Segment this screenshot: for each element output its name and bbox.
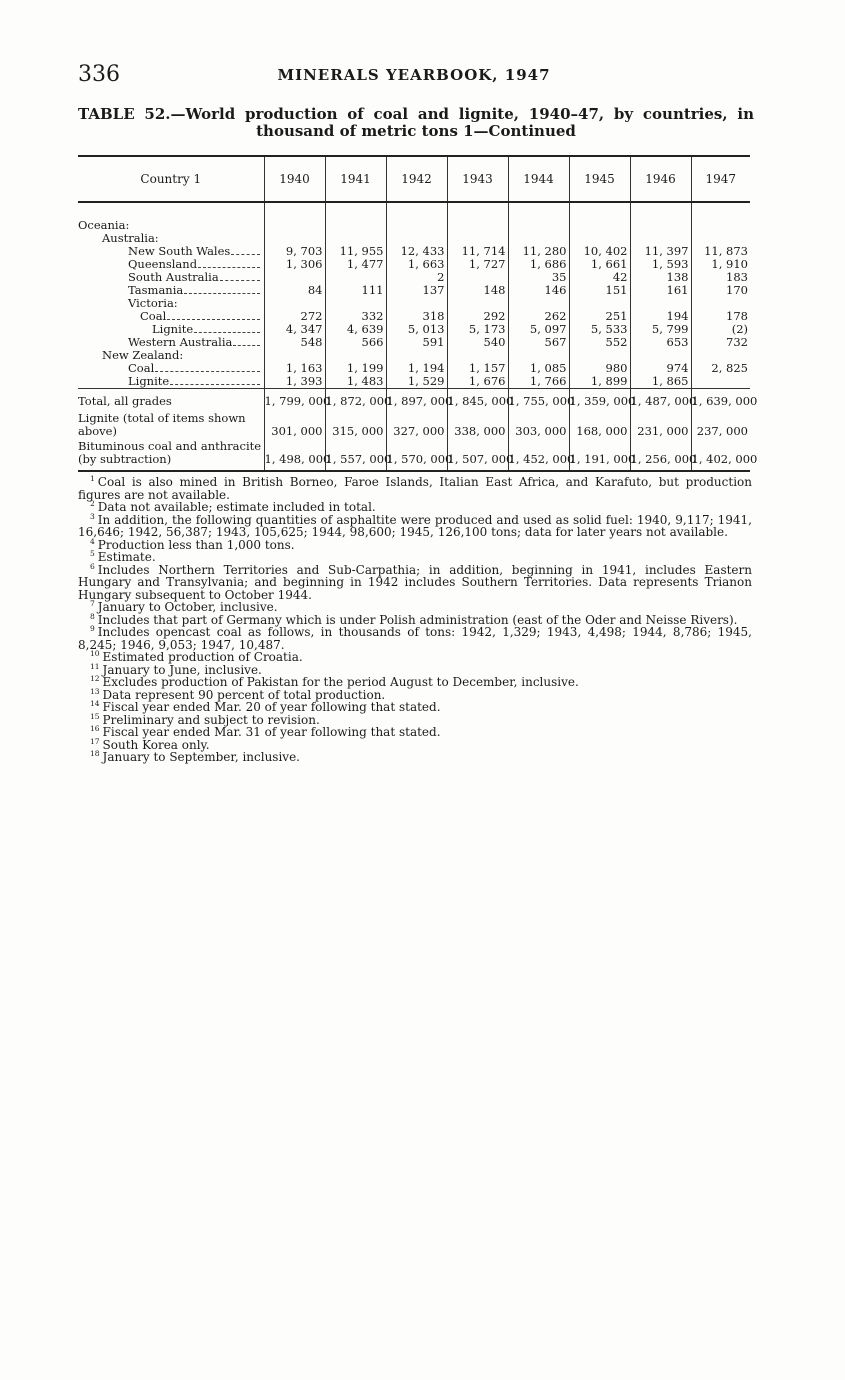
footnote-mark: 17: [90, 736, 100, 746]
footnote-text: Excludes production of Pakistan for the period August to December, inclusive.: [102, 675, 579, 689]
table-cell: 35: [508, 271, 569, 284]
footnote-mark: 6: [90, 561, 95, 571]
table-cell: [569, 219, 630, 232]
table-cell: 653: [630, 336, 691, 349]
column-header: 1941: [325, 156, 386, 202]
table-cell: 1, 157: [447, 362, 508, 375]
table-cell: 1, 256, 000: [630, 440, 691, 471]
table-cell: 5, 799: [630, 323, 691, 336]
table-cell: 151: [569, 284, 630, 297]
table-cell: [691, 375, 750, 389]
table-cell: 548: [264, 336, 325, 349]
footnote-mark: 12: [90, 674, 100, 683]
table-row: [78, 336, 750, 349]
table-caption-line-2: thousand of metric tons 1—Continued: [256, 122, 576, 140]
table-cell: 315, 000: [325, 412, 386, 440]
table-cell: 1, 755, 000: [508, 389, 569, 413]
table-cell: 1, 163: [264, 362, 325, 375]
table-cell: 111: [325, 284, 386, 297]
leader-dots: [167, 319, 259, 320]
table-cell: 327, 000: [386, 412, 447, 440]
row-label-cell: [78, 232, 264, 245]
table-cell: 10, 402: [569, 245, 630, 258]
table-cell: 732: [691, 336, 750, 349]
table-cell: [447, 219, 508, 232]
column-header: 1946: [630, 156, 691, 202]
footnote-mark: 16: [90, 724, 100, 733]
table-cell: 980: [569, 362, 630, 375]
table-cell: 138: [630, 271, 691, 284]
table-cell: [508, 219, 569, 232]
row-label: Lignite: [128, 375, 170, 388]
row-label-cell: [78, 349, 264, 362]
table-row: [78, 284, 750, 297]
table-caption-line-1: TABLE 52.—World production of coal and lignite, 1940–47, by countries, in: [78, 105, 754, 123]
leader-dots: [155, 371, 259, 372]
footnote: [78, 476, 752, 501]
row-label-cell: [78, 258, 264, 271]
row-label: Queensland: [128, 258, 198, 271]
table-cell: 161: [630, 284, 691, 297]
table-cell: 1, 194: [386, 362, 447, 375]
table-cell: 262: [508, 310, 569, 323]
leader-dots: [194, 332, 259, 333]
footnote-mark: 15: [90, 711, 100, 721]
table-cell: 1, 593: [630, 258, 691, 271]
table-cell: 1, 845, 000: [447, 389, 508, 413]
table-row: [78, 258, 750, 271]
table-cell: 1, 191, 000: [569, 440, 630, 471]
table-cell: [264, 219, 325, 232]
table-cell: 1, 199: [325, 362, 386, 375]
table-body: [78, 202, 758, 471]
table-cell: 4, 347: [264, 323, 325, 336]
footnote-mark: 10: [90, 649, 100, 658]
row-label-cell: [78, 362, 264, 375]
column-header: Country 1: [78, 156, 264, 202]
row-label: New Zealand:: [102, 349, 184, 362]
footnote-text: Production less than 1,000 tons.: [97, 537, 295, 552]
footnote-text: Estimate.: [97, 550, 156, 564]
table-cell: 12, 433: [386, 245, 447, 258]
row-label-cell: [78, 284, 264, 297]
table-cell: (2): [691, 323, 750, 336]
table-cell: 301, 000: [264, 412, 325, 440]
table-cell: 1, 872, 000: [325, 389, 386, 413]
footnotes: [78, 476, 752, 764]
footnote-text: Includes opencast coal as follows, in thousands of tons: 1942, 1,329; 1943, 4,498; 1944, 8,786; 1945, 8,245; 1946, 9,053; 1947, 10,487.: [78, 625, 752, 652]
footnote-mark: 4: [90, 536, 95, 546]
row-label-cell: [78, 323, 264, 336]
table-cell: 2: [386, 271, 447, 284]
row-label: New South Wales: [128, 245, 231, 258]
footnote-text: Coal is also mined in British Borneo, Faroe Islands, Italian East Africa, and Karafuto, but production figures are not available.: [78, 475, 752, 502]
table-cell: [386, 219, 447, 232]
table-row: [78, 375, 750, 389]
footnote-mark: 9: [90, 624, 95, 633]
table-cell: 146: [508, 284, 569, 297]
footnote: [78, 561, 752, 602]
footnote: [78, 626, 752, 651]
table-cell: 338, 000: [447, 412, 508, 440]
table-cell: 4, 639: [325, 323, 386, 336]
footnote-text: January to October, inclusive.: [97, 600, 278, 614]
table-cell: 11, 955: [325, 245, 386, 258]
footnote-text: Estimated production of Croatia.: [102, 650, 303, 664]
footnote-mark: 2: [90, 499, 95, 508]
table-cell: 231, 000: [630, 412, 691, 440]
row-label: Victoria:: [128, 297, 178, 310]
table-cell: 272: [264, 310, 325, 323]
table-caption: [78, 106, 754, 140]
table-cell: 5, 097: [508, 323, 569, 336]
table-cell: 1, 897, 000: [386, 389, 447, 413]
row-label-cell: [78, 219, 264, 232]
table-cell: 5, 173: [447, 323, 508, 336]
table-cell: 170: [691, 284, 750, 297]
row-label-cell: [78, 375, 264, 389]
leader-dots: [220, 280, 260, 281]
table-cell: 194: [630, 310, 691, 323]
table-cell: 1, 477: [325, 258, 386, 271]
footnote-text: Data represent 90 percent of total production.: [102, 687, 386, 702]
footnote-mark: 11: [90, 661, 100, 671]
table-cell: 591: [386, 336, 447, 349]
table-cell: [630, 219, 691, 232]
table-cell: 148: [447, 284, 508, 297]
table-cell: 1, 570, 000: [386, 440, 447, 471]
table-cell: 11, 280: [508, 245, 569, 258]
page-number: 336: [78, 62, 120, 87]
footnote-mark: 13: [90, 686, 100, 696]
leader-dots: [170, 384, 259, 385]
table-cell: 552: [569, 336, 630, 349]
row-label: Coal: [128, 362, 155, 375]
table-cell: 540: [447, 336, 508, 349]
footnote-text: January to September, inclusive.: [102, 750, 300, 764]
table-cell: 237, 000: [691, 412, 750, 440]
footnote-mark: 1: [90, 474, 95, 483]
footnote-text: Preliminary and subject to revision.: [102, 712, 320, 727]
table-cell: 84: [264, 284, 325, 297]
footnote-mark: 5: [90, 549, 95, 558]
table-cell: 168, 000: [569, 412, 630, 440]
table-cell: [325, 219, 386, 232]
column-header: 1947: [691, 156, 750, 202]
table-cell: 251: [569, 310, 630, 323]
table-row: [78, 297, 750, 310]
column-header: 1943: [447, 156, 508, 202]
total-row: [78, 412, 750, 440]
table-cell: 567: [508, 336, 569, 349]
table-row: [78, 219, 750, 232]
leader-dots: [231, 254, 259, 255]
table-cell: 183: [691, 271, 750, 284]
footnote-mark: 8: [90, 611, 95, 621]
footnote: [78, 511, 752, 539]
footnote-text: Fiscal year ended Mar. 31 of year following that stated.: [102, 725, 441, 739]
total-row: [78, 389, 750, 413]
footnote-text: January to June, inclusive.: [102, 662, 262, 677]
table-cell: 9, 703: [264, 245, 325, 258]
table-cell: 1, 498, 000: [264, 440, 325, 471]
table-cell: 137: [386, 284, 447, 297]
total-label: Total, all grades: [78, 389, 264, 413]
footnote-text: South Korea only.: [102, 737, 210, 752]
table-cell: 1, 799, 000: [264, 389, 325, 413]
column-header: 1944: [508, 156, 569, 202]
footnote-mark: 3: [90, 511, 95, 521]
row-label: Lignite: [152, 323, 194, 336]
row-label-cell: [78, 297, 264, 310]
table-cell: 1, 359, 000: [569, 389, 630, 413]
coal-production-table: [78, 155, 758, 472]
table-cell: 1, 507, 000: [447, 440, 508, 471]
table-cell: 303, 000: [508, 412, 569, 440]
table-cell: 1, 639, 000: [691, 389, 750, 413]
table-cell: 1, 557, 000: [325, 440, 386, 471]
table-cell: 5, 013: [386, 323, 447, 336]
table-cell: 1, 676: [447, 375, 508, 389]
table-cell: 1, 452, 000: [508, 440, 569, 471]
table-cell: 332: [325, 310, 386, 323]
table-row: [78, 271, 750, 284]
table-cell: 1, 487, 000: [630, 389, 691, 413]
row-label-cell: [78, 271, 264, 284]
table-cell: 1, 910: [691, 258, 750, 271]
table-header-row: [78, 156, 750, 202]
row-label-cell: [78, 310, 264, 323]
page-header: [78, 62, 750, 88]
total-label: Lignite (total of items shown above): [78, 411, 246, 438]
row-label: Tasmania: [128, 284, 184, 297]
table-spacer-row: [78, 202, 750, 219]
footnote-text: Includes Northern Territories and Sub-Carpathia; in addition, beginning in 1941, includes Eastern Hungary and Transylvania; and beginning in 1942 includes Southern Territories. Data represents Trianon Hungary subsequent to October 1944.: [78, 562, 752, 602]
footnote-text: Includes that part of Germany which is under Polish administration (east of the Oder and Neisse Rivers).: [97, 612, 738, 627]
table-cell: 1, 661: [569, 258, 630, 271]
table-cell: 11, 714: [447, 245, 508, 258]
footnote-text: Data not available; estimate included in total.: [97, 500, 376, 514]
footnote: [78, 751, 752, 764]
table-cell: 1, 766: [508, 375, 569, 389]
table-cell: 1, 085: [508, 362, 569, 375]
table-cell: 1, 727: [447, 258, 508, 271]
table-cell: 1, 663: [386, 258, 447, 271]
table-cell: 1, 529: [386, 375, 447, 389]
table-cell: 974: [630, 362, 691, 375]
row-label: Coal: [140, 310, 167, 323]
total-label: Bituminous coal and anthracite (by subtraction): [78, 440, 264, 471]
table-cell: 11, 397: [630, 245, 691, 258]
footnote: [78, 536, 752, 552]
table-cell: 42: [569, 271, 630, 284]
table-cell: 1, 865: [630, 375, 691, 389]
table-cell: 318: [386, 310, 447, 323]
leader-dots: [184, 293, 259, 294]
running-head: MINERALS YEARBOOK, 1947: [277, 66, 551, 84]
row-label: Oceania:: [78, 219, 130, 232]
table-cell: 5, 533: [569, 323, 630, 336]
table-cell: 292: [447, 310, 508, 323]
table-cell: 1, 899: [569, 375, 630, 389]
footnote-mark: 14: [90, 699, 100, 708]
table-cell: 1, 393: [264, 375, 325, 389]
column-header: 1945: [569, 156, 630, 202]
footnote-mark: 18: [90, 749, 100, 758]
row-label-cell: [78, 336, 264, 349]
table-cell: 178: [691, 310, 750, 323]
table-cell: 566: [325, 336, 386, 349]
leader-dots: [233, 345, 259, 346]
row-label: South Australia: [128, 271, 219, 284]
table-cell: 1, 686: [508, 258, 569, 271]
row-label-cell: [78, 245, 264, 258]
table-cell: 1, 402, 000: [691, 440, 750, 471]
column-header: 1940: [264, 156, 325, 202]
row-label: Western Australia: [128, 336, 233, 349]
footnote-text: In addition, the following quantities of asphaltite were produced and used as solid fuel: 1940, 9,117; 1941, 16,646; 1942, 56,387; 1943, 105,625; 1944, 98,600; 1945, 126,100 tons; data for later years not available.: [78, 512, 752, 539]
total-row: [78, 440, 750, 471]
table-cell: 11, 873: [691, 245, 750, 258]
footnote-text: Fiscal year ended Mar. 20 of year following that stated.: [102, 700, 441, 714]
table-cell: 1, 306: [264, 258, 325, 271]
table-cell: 1, 483: [325, 375, 386, 389]
column-header: 1942: [386, 156, 447, 202]
footnote-mark: 7: [90, 599, 95, 608]
leader-dots: [198, 267, 259, 268]
row-label: Australia:: [102, 232, 159, 245]
table-cell: [691, 219, 750, 232]
table-row: [78, 323, 750, 336]
table-cell: 2, 825: [691, 362, 750, 375]
